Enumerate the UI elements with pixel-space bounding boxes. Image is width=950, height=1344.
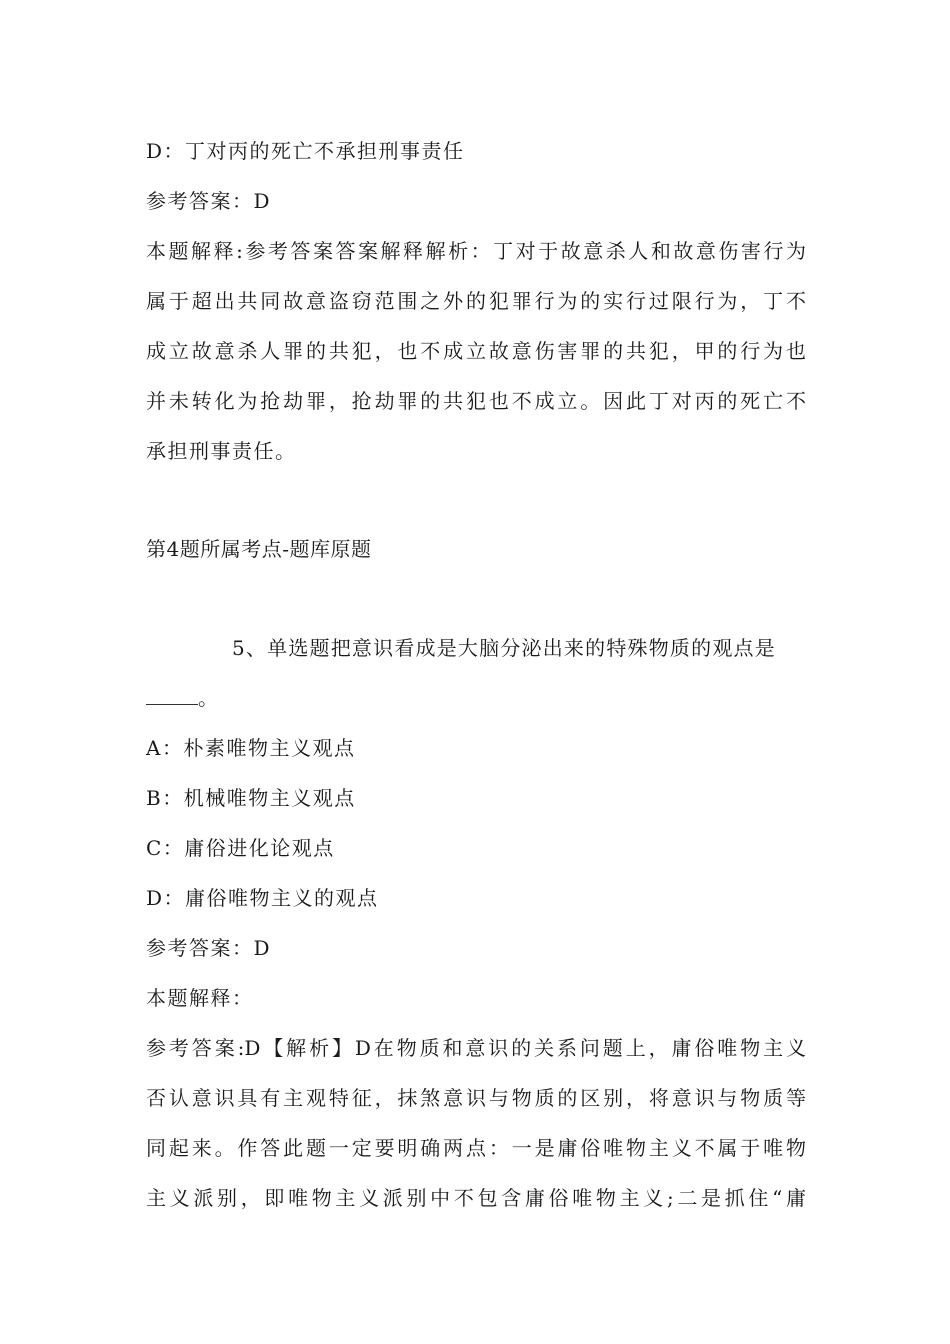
q4-explanation-line: 属于超出共同故意盗窃范围之外的犯罪行为的实行过限行为，丁不 bbox=[146, 289, 806, 313]
q5-stem: 5、单选题把意识看成是大脑分泌出来的特殊物质的观点是 bbox=[232, 636, 776, 660]
q5-answer: 参考答案：D bbox=[146, 936, 272, 960]
q4-explanation-line: 成立故意杀人罪的共犯，也不成立故意伤害罪的共犯，甲的行为也 bbox=[146, 339, 806, 363]
q5-stem-end: 。 bbox=[198, 686, 220, 710]
q5-option-a: A：朴素唯物主义观点 bbox=[146, 736, 356, 760]
q4-explanation-line: 并未转化为抢劫罪，抢劫罪的共犯也不成立。因此丁对丙的死亡不 bbox=[146, 389, 806, 413]
q5-option-b: B：机械唯物主义观点 bbox=[146, 786, 356, 810]
q4-explanation-line: 承担刑事责任。 bbox=[146, 439, 297, 463]
q5-option-c: C：庸俗进化论观点 bbox=[146, 836, 335, 860]
q4-answer: 参考答案：D bbox=[146, 189, 272, 213]
q5-explanation-line: 主义派别，即唯物主义派别中不包含庸俗唯物主义;二是抓住“庸 bbox=[146, 1186, 806, 1210]
q5-explanation-line: 参考答案:D【解析】D在物质和意识的关系问题上，庸俗唯物主义 bbox=[146, 1036, 806, 1060]
q4-option-d: D：丁对丙的死亡不承担刑事责任 bbox=[146, 139, 465, 163]
q5-explanation-line: 同起来。作答此题一定要明确两点：一是庸俗唯物主义不属于唯物 bbox=[146, 1136, 806, 1160]
answer-blank bbox=[146, 690, 198, 705]
q5-explanation-label: 本题解释： bbox=[146, 986, 254, 1010]
q4-topic: 第4题所属考点-题库原题 bbox=[146, 537, 372, 561]
q5-option-d: D：庸俗唯物主义的观点 bbox=[146, 886, 379, 910]
q5-explanation-line: 否认意识具有主观特征，抹煞意识与物质的区别，将意识与物质等 bbox=[146, 1086, 806, 1110]
q5-stem-continuation bbox=[146, 686, 220, 710]
q4-explanation-line: 本题解释:参考答案答案解释解析：丁对于故意杀人和故意伤害行为 bbox=[146, 239, 806, 263]
